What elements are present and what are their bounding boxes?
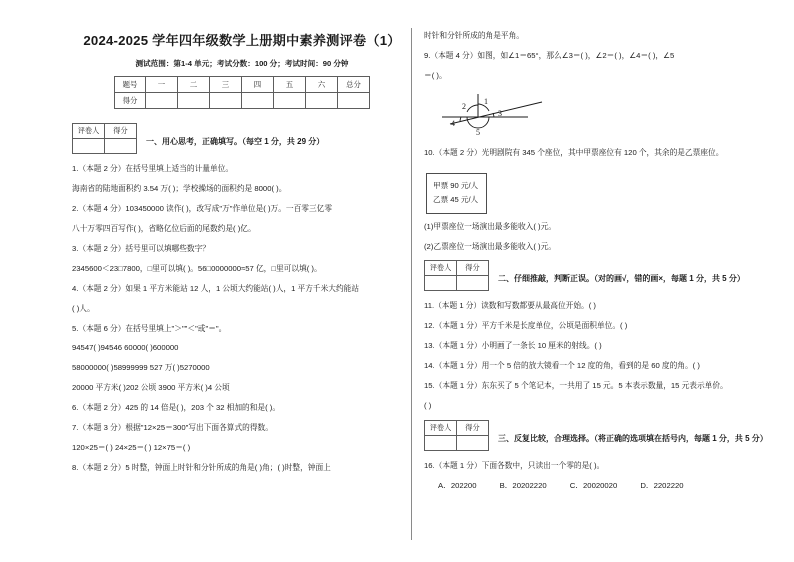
question-11: 11.（本题 1 分）读数和写数都要从最高位开始。( ) [424,301,596,311]
section-two-title: 二、仔细推敲，判断正误。（对的画√，错的画×，每题 1 分，共 5 分） [498,274,745,284]
table-row [425,436,489,451]
section-two-header [424,260,746,291]
page-title: 2024-2025 学年四年级数学上册期中素养测评卷（1） [83,33,401,48]
grader-label: 评卷人 [425,421,457,436]
right-column [424,30,768,491]
question-2-line-1: 2.（本题 4 分）103450000 读作( )，改写成"万"作单位是( )万。一百零三亿零 [72,203,333,213]
option-c[interactable]: C．20020020 [569,481,618,491]
table-row [425,276,489,291]
question-6: 6.（本题 2 分）425 的 14 倍是( )，203 个 32 相加的和是( )。 [72,403,281,413]
question-16-options [438,480,746,491]
score-cell[interactable] [242,93,274,109]
score-label: 得分 [457,421,489,436]
question-5-row-2: 58000000( )58999999 527 万( )5270000 [72,363,210,373]
question-8-line-1: 8.（本题 2 分）5 时整，钟面上时针和分针所成的角是( )角；( )时整，钟面上 [72,463,331,473]
grader-value-cell[interactable] [425,436,457,451]
table-row [425,421,489,436]
score-label: 得分 [105,124,137,139]
question-9-line-2: ＝( )。 [424,70,447,80]
score-table-col-2: 二 [178,77,210,93]
score-table-col-4: 四 [242,77,274,93]
score-cell[interactable] [274,93,306,109]
question-15-line-1: 15.（本题 1 分）东东买了 5 个笔记本，一共用了 15 元。5 本表示数量，15 元表示单价。 [424,381,728,391]
score-cell[interactable] [210,93,242,109]
angle-diagram-svg [438,90,554,136]
question-5-row-3: 20000 平方米( )202 公顷 3900 平方米( )4 公顷 [72,383,230,393]
angle-diagram-figure [438,90,746,141]
ticket-price-line-b: 乙票 45 元/人 [433,195,479,205]
question-5: 5.（本题 6 分）在括号里填上"＞""＜"或"＝"。 [72,323,227,333]
question-8-line-2: 时针和分针所成的角是平角。 [424,31,524,40]
option-a[interactable]: A．202200 [438,481,477,491]
score-table-col-1: 一 [146,77,178,93]
angle-label-1: 1 [484,96,488,106]
question-4-line-1: 4.（本题 2 分）如果 1 平方米能站 12 人，1 公顷大约能站( )人，1 平方千米大约能站 [72,283,360,293]
question-4-line-2: ( )人。 [72,303,95,313]
table-row [425,261,489,276]
question-10-sub-1: (1)甲票座位一场演出最多能收入( )元。 [424,221,556,231]
question-3-body: 2345600＜23□7800，□里可以填( )。56□0000000≈57 亿，□里可以填( )。 [72,263,322,273]
question-10: 10.（本题 2 分）光明剧院有 345 个座位，其中甲票座位有 120 个，其余的是乙票座位。 [424,147,724,157]
grader-label: 评卷人 [425,261,457,276]
table-row [115,93,370,109]
score-cell[interactable] [178,93,210,109]
grader-score-box [72,123,137,154]
table-row [73,139,137,154]
question-13: 13.（本题 1 分）小明画了一条长 10 厘米的射线。( ) [424,341,602,351]
left-column [72,30,412,482]
angle-label-4: 4 [451,118,455,128]
option-d[interactable]: D．2202220 [640,481,684,491]
section-three-header [424,420,768,451]
grader-score-box [424,260,489,291]
score-summary-table [114,76,370,109]
table-row [115,77,370,93]
question-7: 7.（本题 3 分）根据"12×25＝300"写出下面各算式的得数。 [72,423,273,433]
section-one-header [72,123,412,154]
score-label: 得分 [457,261,489,276]
table-row [73,124,137,139]
grader-label: 评卷人 [73,124,105,139]
score-value-cell[interactable] [105,139,137,154]
exam-subtitle: 测试范围：第1-4 单元；考试分数：100 分；考试时间：90 分钟 [135,59,349,68]
angle-label-3: 3 [498,108,502,118]
question-1: 1.（本题 2 分）在括号里填上适当的计量单位。 [72,164,234,173]
question-10-sub-2: (2)乙票座位一场演出最多能收入( )元。 [424,241,556,251]
question-5-row-1: 94547( )94546 60000( )600000 [72,343,179,353]
score-value-cell[interactable] [457,436,489,451]
ticket-price-line-a: 甲票 90 元/人 [433,180,479,190]
score-table-col-5: 五 [274,77,306,93]
question-2-line-2: 八十万零四百写作( )，省略亿位后面的尾数约是( )亿。 [72,223,256,233]
score-cell[interactable] [338,93,370,109]
angle-label-2: 2 [462,101,466,111]
score-table-col-total: 总分 [338,77,370,93]
question-3: 3.（本题 2 分）括号里可以填哪些数字？ [72,243,210,253]
question-9-line-1: 9.（本题 4 分）如图，如∠1＝65°，那么∠3＝( )，∠2＝( )，∠4＝( )，∠5 [424,50,675,60]
grader-value-cell[interactable] [73,139,105,154]
option-b[interactable]: B．20202220 [499,481,547,491]
score-value-cell[interactable] [457,276,489,291]
question-7-body: 120×25＝( ) 24×25＝( ) 12×75＝( ) [72,443,191,453]
section-one-title: 一、用心思考，正确填写。（每空 1 分，共 29 分） [146,137,325,146]
score-cell[interactable] [306,93,338,109]
question-14: 14.（本题 1 分）用一个 5 倍的放大镜看一个 12 度的角，看到的是 60 度的角。( ) [424,361,700,371]
score-table-col-3: 三 [210,77,242,93]
grader-value-cell[interactable] [425,276,457,291]
section-three-title: 三、反复比较，合理选择。（将正确的选项填在括号内，每题 1 分，共 5 分） [498,434,768,444]
question-1-body: 海南省的陆地面积约 3.54 万( )；学校操场的面积约是 8000( )。 [72,183,287,193]
score-table-row-label: 题号 [115,77,146,93]
score-table-col-6: 六 [306,77,338,93]
score-table-row-label: 得分 [115,93,146,109]
grader-score-box [424,420,489,451]
score-cell[interactable] [146,93,178,109]
angle-label-5: 5 [476,127,480,136]
question-15-line-2: ( ) [424,401,432,411]
question-12: 12.（本题 1 分）平方千米是长度单位，公顷是面积单位。( ) [424,321,628,331]
ticket-price-box [426,173,487,214]
question-16: 16.（本题 1 分）下面各数中，只读出一个零的是( )。 [424,461,605,471]
